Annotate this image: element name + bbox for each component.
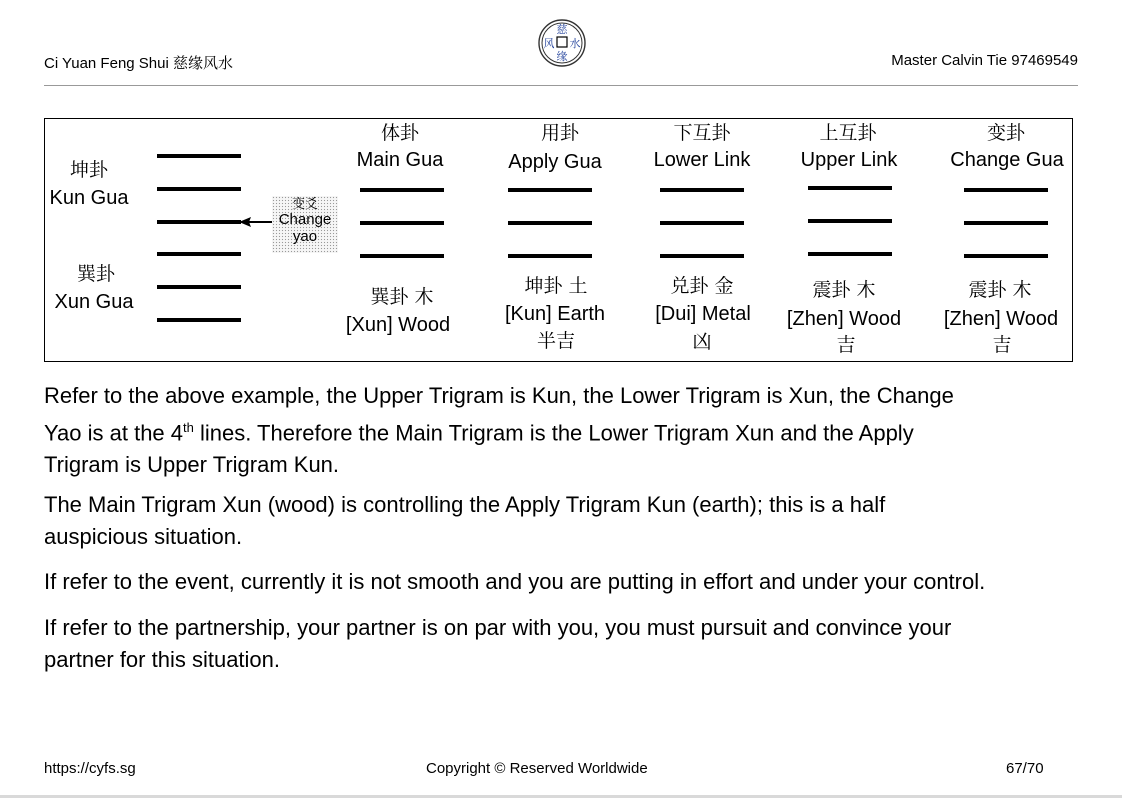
lower-link-bottom-lat: [Dui] Metal xyxy=(655,303,751,325)
apply-gua-title: Apply Gua xyxy=(508,151,602,173)
change-yao-line1: Change xyxy=(278,211,332,229)
change-gua-title: Change Gua xyxy=(950,149,1064,171)
upper-link-bottom-note: 吉 xyxy=(836,334,856,356)
lower-link-yao-3 xyxy=(660,188,744,192)
lower-link-title: Lower Link xyxy=(653,149,751,171)
main-gua-bottom-han: 巽卦 木 xyxy=(370,286,434,308)
main-gua-yao-1 xyxy=(360,254,444,258)
paragraph-4 xyxy=(44,612,1084,676)
footer-website[interactable]: https://cyfs.sg xyxy=(44,760,136,777)
paragraph-1-line-2-pre: Yao is at the 4 xyxy=(44,420,184,446)
kun-yao-5 xyxy=(157,187,241,191)
change-gua-bottom-han: 震卦 木 xyxy=(968,279,1032,301)
lower-gua-han: 巽卦 xyxy=(76,263,115,285)
change-gua-han: 变卦 xyxy=(986,122,1025,144)
upper-link-bottom-han: 震卦 木 xyxy=(812,279,876,301)
upper-link-yao-2 xyxy=(808,219,892,223)
logo-char-right: 水 xyxy=(569,37,581,50)
upper-link-yao-1 xyxy=(808,252,892,256)
paragraph-2-line-2: auspicious situation. xyxy=(44,524,243,549)
change-gua-yao-3 xyxy=(964,188,1048,192)
brand-logo xyxy=(537,18,587,68)
apply-gua-yao-1 xyxy=(508,254,592,258)
change-gua-yao-2 xyxy=(964,221,1048,225)
paragraph-1-line-3: Trigram is Upper Trigram Kun. xyxy=(44,452,340,478)
lower-link-bottom-han: 兑卦 金 xyxy=(670,275,734,297)
change-gua-bottom-note: 吉 xyxy=(992,334,1012,356)
apply-gua-han: 用卦 xyxy=(540,122,579,144)
change-yao-label xyxy=(272,196,338,253)
upper-link-yao-3 xyxy=(808,186,892,190)
upper-link-han: 上互卦 xyxy=(819,122,877,144)
apply-gua-bottom-lat: [Kun] Earth xyxy=(504,303,606,325)
xun-yao-3 xyxy=(157,252,241,256)
main-gua-yao-2 xyxy=(360,221,444,225)
page-footer xyxy=(0,760,1122,784)
lower-link-han: 下互卦 xyxy=(673,122,731,144)
apply-gua-yao-3 xyxy=(508,188,592,192)
apply-gua-bottom-han: 坤卦 土 xyxy=(524,275,588,297)
main-gua-han: 体卦 xyxy=(380,122,419,144)
apply-gua-bottom-note: 半吉 xyxy=(536,330,575,352)
change-gua-yao-1 xyxy=(964,254,1048,258)
lower-link-yao-1 xyxy=(660,254,744,258)
kun-yao-6 xyxy=(157,154,241,158)
paragraph-4-line-2: partner for this situation. xyxy=(44,647,281,672)
footer-page-number: 67/70 xyxy=(1006,760,1044,777)
paragraph-4-line-1: If refer to the partnership, your partner is on par with you, you must pursuit and convince your xyxy=(44,615,952,640)
change-gua-bottom-lat: [Zhen] Wood xyxy=(943,308,1059,330)
upper-link-bottom-lat: [Zhen] Wood xyxy=(786,308,902,330)
upper-link-title: Upper Link xyxy=(800,149,898,171)
logo-char-top: 慈 xyxy=(556,23,568,36)
logo-char-bottom: 缘 xyxy=(556,50,568,63)
brand-logo-icon xyxy=(537,18,587,68)
header-divider xyxy=(44,85,1078,86)
lower-link-yao-2 xyxy=(660,221,744,225)
paragraph-1-line-2 xyxy=(44,412,1084,449)
upper-gua-label: Kun Gua xyxy=(49,187,129,209)
xun-yao-2 xyxy=(157,285,241,289)
change-yao-line2: yao xyxy=(292,227,318,245)
paragraph-3: If refer to the event, currently it is not smooth and you are putting in effort and under your control. xyxy=(44,569,986,594)
kun-yao-4 xyxy=(157,220,241,224)
main-gua-bottom-lat: [Xun] Wood xyxy=(345,314,451,336)
paragraph-1 xyxy=(44,380,1084,481)
upper-gua-han: 坤卦 xyxy=(69,159,108,181)
paragraph-2-line-1: The Main Trigram Xun (wood) is controlling the Apply Trigram Kun (earth); this is a half xyxy=(44,492,886,517)
main-gua-title: Main Gua xyxy=(356,149,444,171)
lower-gua-label: Xun Gua xyxy=(54,291,134,313)
paragraph-1-line-2-post: lines. Therefore the Main Trigram is the Lower Trigram Xun and the Apply xyxy=(193,420,914,446)
paragraph-2 xyxy=(44,489,1084,553)
header-contact: Master Calvin Tie 97469549 xyxy=(891,52,1078,69)
xun-yao-1 xyxy=(157,318,241,322)
main-gua-yao-3 xyxy=(360,188,444,192)
lower-link-bottom-note: 凶 xyxy=(692,331,712,353)
apply-gua-yao-2 xyxy=(508,221,592,225)
page-header xyxy=(0,0,1122,86)
paragraph-1-line-2-sup: th xyxy=(183,420,194,435)
footer-copyright: Copyright © Reserved Worldwide xyxy=(426,760,648,777)
header-brand: Ci Yuan Feng Shui 慈缘风水 xyxy=(44,55,233,72)
change-yao-han: 变爻 xyxy=(291,197,318,212)
paragraph-1-line-1: Refer to the above example, the Upper Trigram is Kun, the Lower Trigram is Xun, the Change xyxy=(44,383,954,408)
logo-char-left: 风 xyxy=(543,37,555,50)
